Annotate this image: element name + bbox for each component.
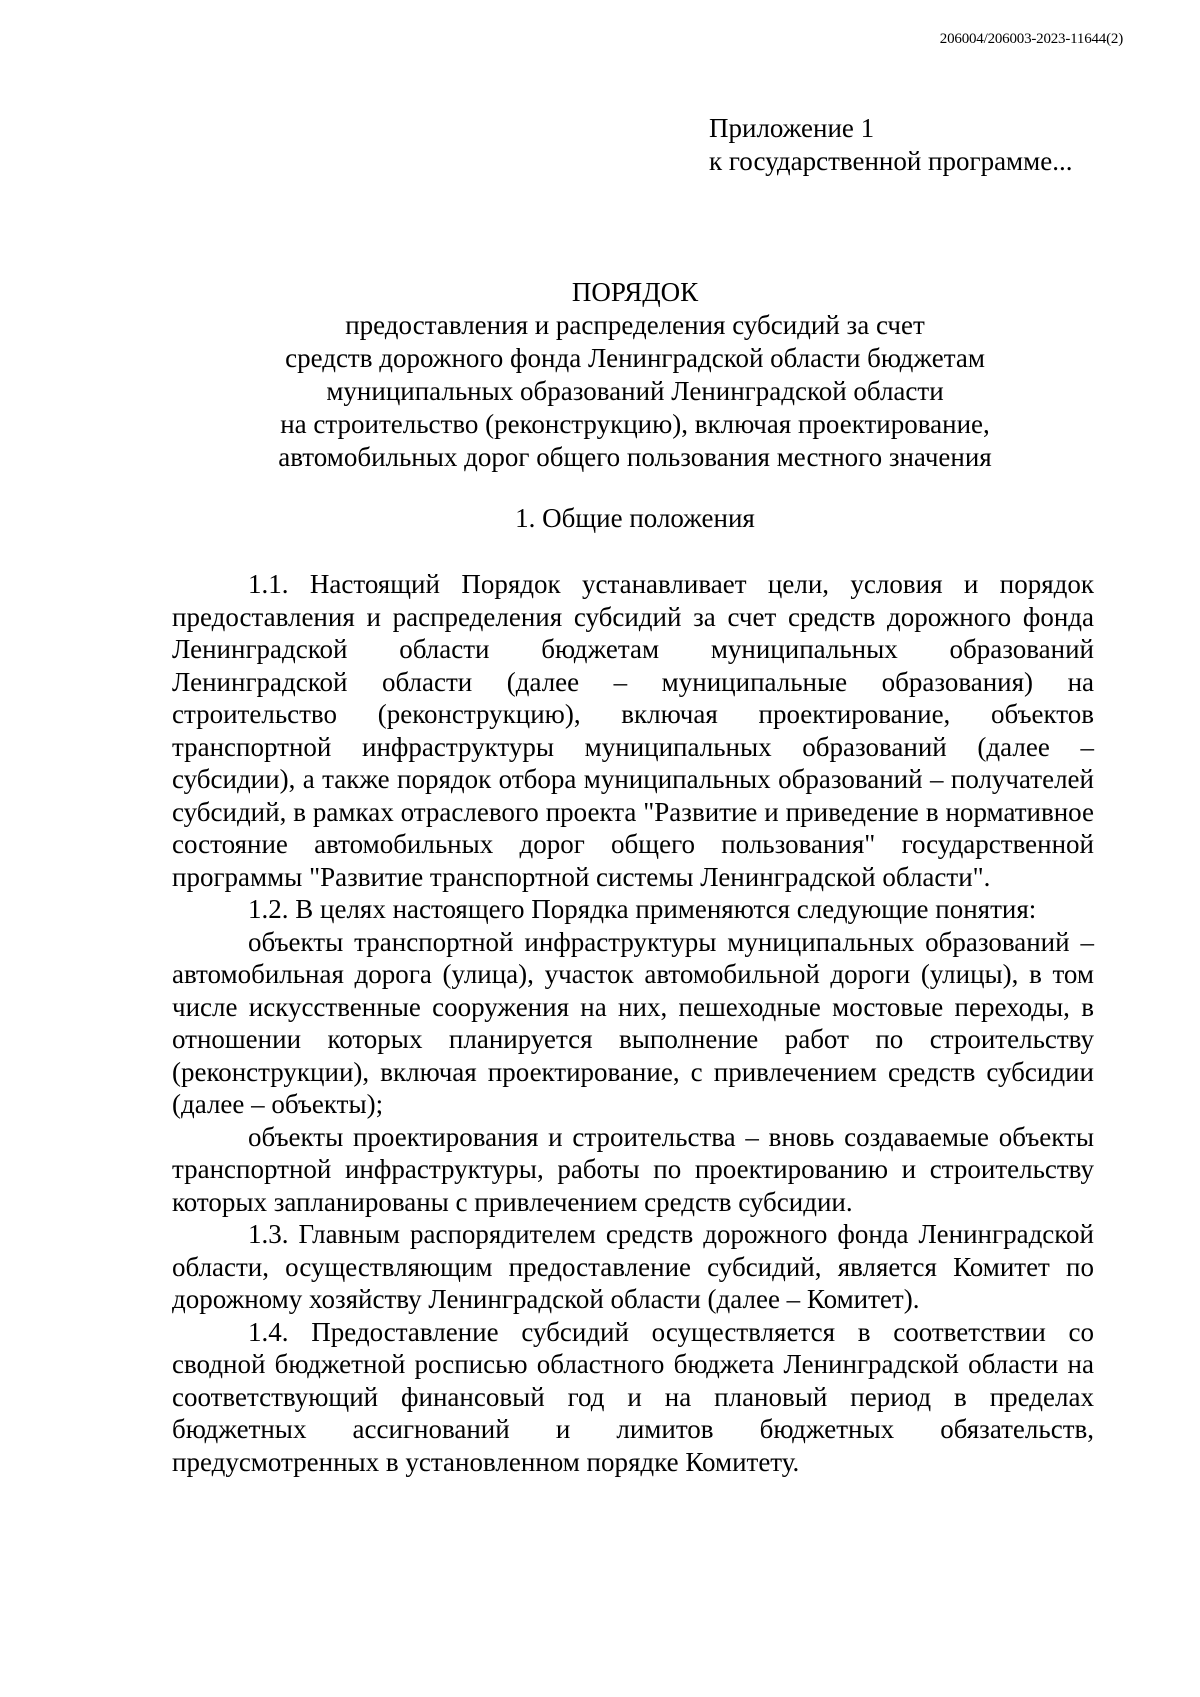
document-registration-number: 206004/206003-2023-11644(2) [939,31,1123,47]
paragraph-1-2: 1.2. В целях настоящего Порядка применяются следующие понятия: [248,894,1037,924]
paragraph-1-1: 1.1. Настоящий Порядок устанавливает цели, условия и порядок предоставления и распределения субсидий за счет средств дорожного фонда Ленинградской области бюджетам муниципальных образований Ленинградской области (далее – муниципальные образования) на строительство (реконструкцию), включая проектирование, объектов транспортной инфраструктуры муниципальных образований (далее – субсидии), а также порядок отбора муниципальных образований – получателей субсидий, в рамках отраслевого проекта "Развитие и приведение в нормативное состояние автомобильных дорог общего пользования" государственной программы "Развитие транспортной системы Ленинградской области". [172,569,1094,892]
document-body [172,568,1094,1478]
title-line: автомобильных дорог общего пользования местного значения [278,442,992,472]
section-heading: 1. Общие положения [515,503,755,533]
paragraph-1-4: 1.4. Предоставление субсидий осуществляется в соответствии со сводной бюджетной росписью областного бюджета Ленинградской области на соответствующий финансовый год и на плановый период в пределах бюджетных ассигнований и лимитов бюджетных обязательств, предусмотренных в установленном порядке Комитету. [172,1316,1094,1477]
appendix-line-1: Приложение 1 [709,113,875,143]
document-title [0,276,1200,474]
title-heading: ПОРЯДОК [571,277,699,307]
definition-design-objects: объекты проектирования и строительства – вновь создаваемые объекты транспортной инфраструктуры, работы по проектированию и строительству которых запланированы с привлечением средств субсидии. [172,1121,1094,1217]
appendix-note [709,112,1072,178]
title-line: средств дорожного фонда Ленинградской области бюджетам [285,343,985,373]
title-line: муниципальных образований Ленинградской области [326,376,944,406]
paragraph-1-3: 1.3. Главным распорядителем средств дорожного фонда Ленинградской области, осуществляющим предоставление субсидий, является Комитет по дорожному хозяйству Ленинградской области (далее – Комитет). [172,1219,1094,1314]
title-line: предоставления и распределения субсидий за счет [345,310,925,340]
definition-transport-objects: объекты транспортной инфраструктуры муниципальных образований – автомобильная дорога (улица), участок автомобильной дороги (улицы), в том числе искусственные сооружения на них, пешеходные мостовые переходы, в отношении которых планируется выполнение работ по строительству (реконструкции), включая проектирование, с привлечением средств субсидии (далее – объекты); [172,926,1094,1119]
appendix-line-2: к государственной программе... [709,146,1073,176]
title-line: на строительство (реконструкцию), включая проектирование, [280,409,990,439]
